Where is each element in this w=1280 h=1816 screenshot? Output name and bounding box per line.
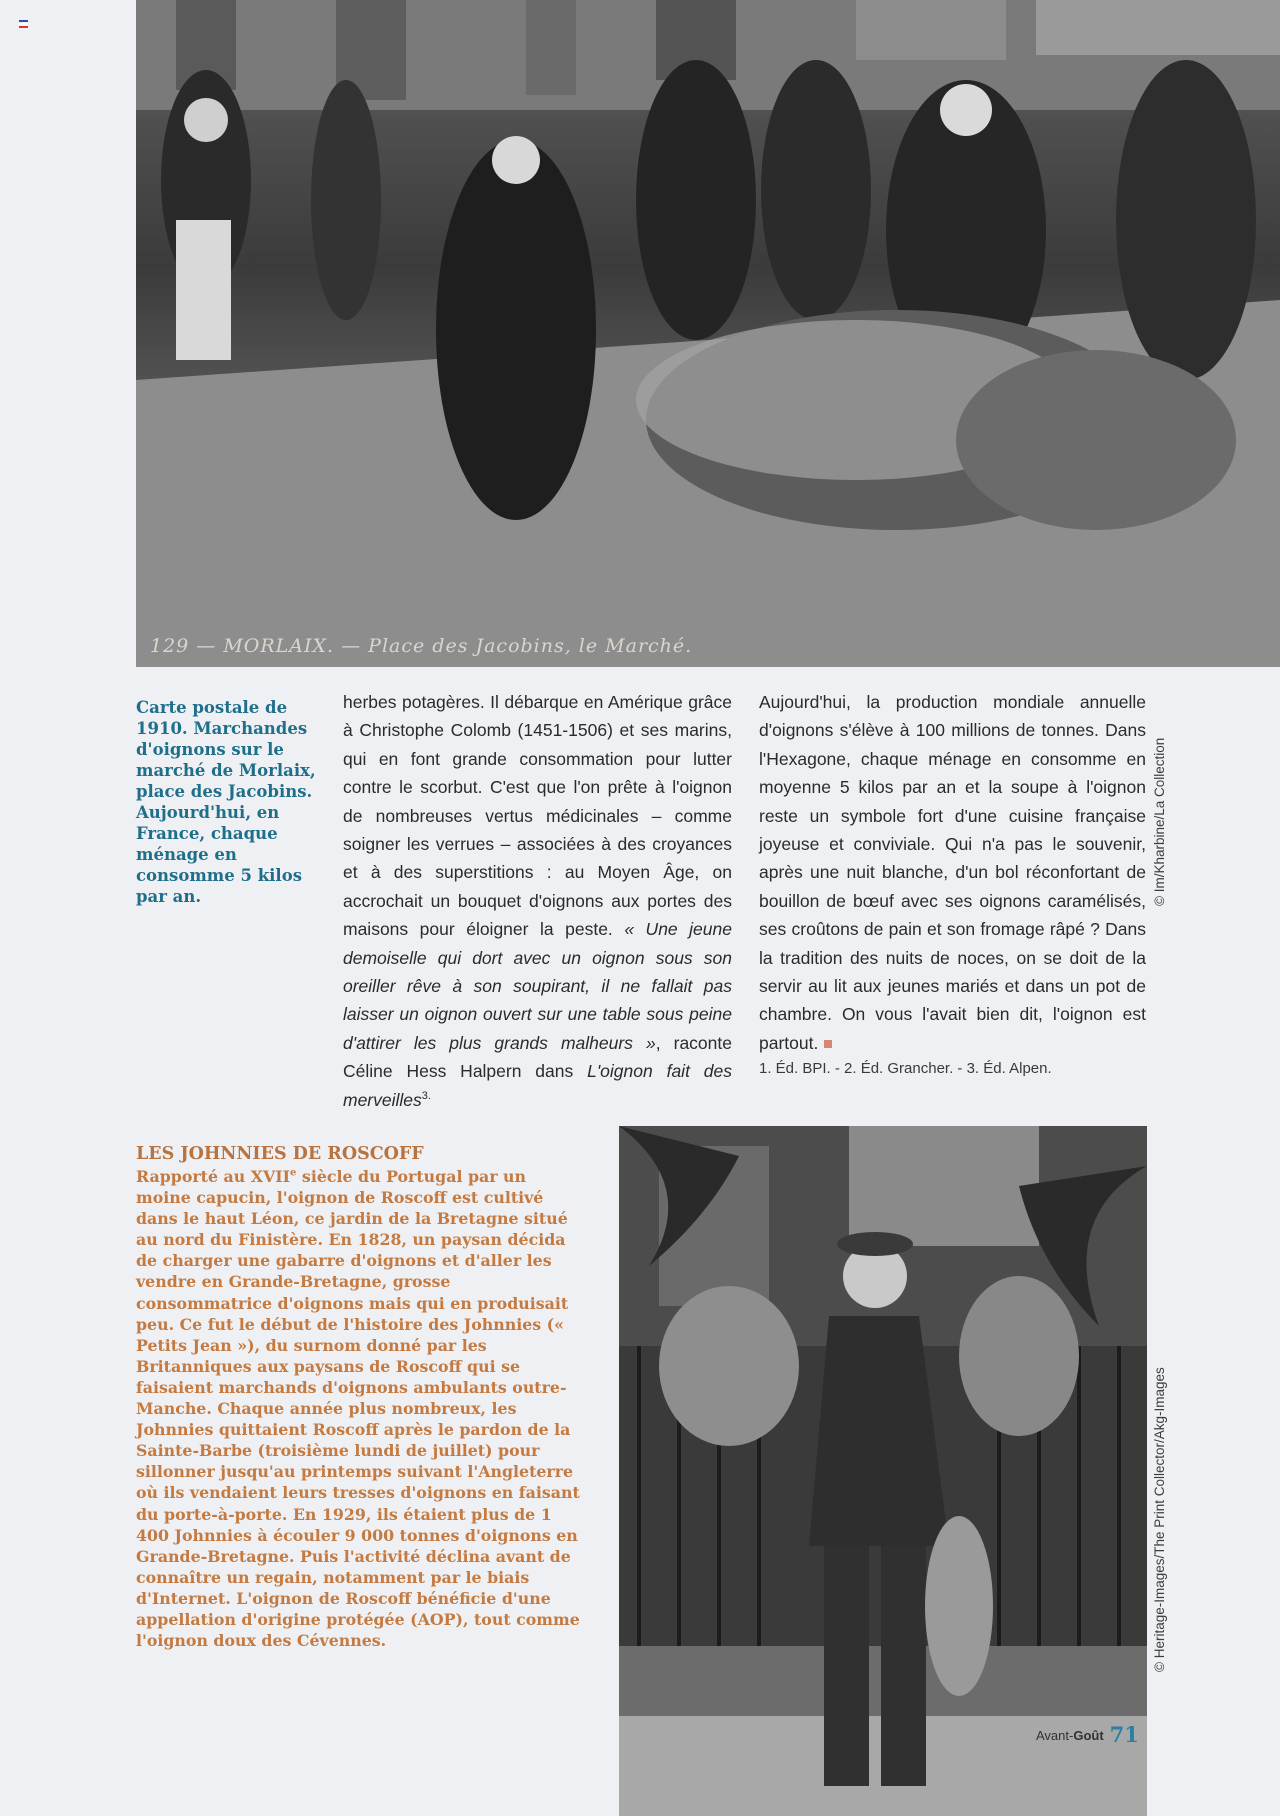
market-scene-illustration — [136, 0, 1280, 667]
column1-paragraph: herbes potagères. Il débarque en Amérique grâce à Christophe Colomb (1451-1506) et ses marins, qui en font grande consommation pour lutter contre le scorbut. C'est que l'on prête à l'oignon de nombreuses vertus médicinales – comme soigner les verrues – associées à des croyances et à des superstitions : au Moyen Âge, on accrochait un bouquet d'oignons aux portes des maisons pour éloigner la peste. — [343, 692, 732, 940]
page-number: 71 — [1109, 1722, 1139, 1747]
photo-credit-top: © Im/Kharbine/La Collection — [1152, 737, 1167, 906]
onion-seller-illustration — [619, 1126, 1147, 1816]
page-footer — [1036, 1722, 1139, 1747]
market-photo — [136, 0, 1280, 667]
sidebar-text-body: siècle du Portugal par un moine capucin, l'oignon de Roscoff est cultivé dans le haut Léon, ce jardin de la Bretagne situé au nord du Finistère. En 1828, un paysan décida de charger une gabarre d'oignons et d'aller les vendre en Grande-Bretagne, grosse consommatrice d'oignons mais qui en produisait peu. Ce fut le début de l'histoire des Johnnies (« Petits Jean »), du surnom donné par les Britanniques aux paysans de Roscoff qui se faisaient marchands d'oignons ambulants outre-Manche. Chaque année plus nombreux, les Johnnies quittaient Roscoff après le pardon de la Sainte-Barbe (troisième lundi de juillet) pour sillonner jusqu'au printemps suivant l'Angleterre où ils vendaient leurs tresses d'oignons en faisant du porte-à-porte. En 1929, ils étaient plus de 1 400 Johnnies à écouler 9 000 tonnes d'oignons en Grande-Bretagne. Puis l'activité déclina avant de connaître un regain, notamment par le biais d'Internet. L'oignon de Roscoff bénéficie d'une appellation d'origine protégée (AOP), tout comme l'oignon doux des Cévennes. — [136, 1167, 580, 1651]
sidebar-title: LES JOHNNIES DE ROSCOFF — [136, 1144, 424, 1164]
footnote-ref: 3. — [421, 1089, 431, 1102]
magazine-name-bold: Goût — [1073, 1728, 1104, 1743]
sidebar-text-start: Rapporté au XVII — [136, 1167, 291, 1186]
flag-icon — [19, 20, 28, 27]
sidebar-text — [136, 1166, 581, 1651]
johnny-photo — [619, 1126, 1147, 1816]
end-mark-icon — [824, 1040, 832, 1048]
photo-caption: Carte postale de 1910. Marchandes d'oignons sur le marché de Morlaix, place des Jacobins. Aujourd'hui, en France, chaque ménage en consomme 5 kilos par an. — [136, 698, 316, 906]
article-column-2 — [759, 688, 1146, 1081]
quote-attribution: , raconte Céline Hess Halpern dans — [343, 1032, 732, 1082]
article-column-1 — [343, 688, 732, 1114]
book-title: L'oignon fait des merveilles — [343, 1061, 732, 1110]
postcard-caption: 129 — MORLAIX. — Place des Jacobins, le Marché. — [150, 635, 693, 657]
magazine-name-prefix: Avant- — [1036, 1728, 1074, 1743]
quote: « Une jeune demoiselle qui dort avec un oignon sous son oreiller rêve à son soupirant, il ne fallait pas laisser un oignon ouvert sur une table sous peine d'attirer les plus grands malheurs » — [343, 919, 732, 1053]
sidebar-superscript: e — [290, 1167, 297, 1179]
column2-paragraph: Aujourd'hui, la production mondiale annuelle d'oignons s'élève à 100 millions de tonnes. Dans l'Hexagone, chaque ménage en consomme en moyenne 5 kilos par an et la soupe à l'oignon reste un symbole fort d'une cuisine française joyeuse et conviviale. Qui n'a pas le souvenir, après une nuit blanche, d'un bol réconfortant de bouillon de bœuf avec ses oignons caramélisés, ses croûtons de pain et son fromage râpé ? Dans la tradition des nuits de noces, on se doit de la servir au lit aux jeunes mariés et dans un pot de chambre. On vous l'avait bien dit, l'oignon est partout. — [759, 692, 1146, 1053]
footnotes: 1. Éd. BPI. - 2. Éd. Grancher. - 3. Éd. Alpen. — [759, 1060, 1052, 1078]
photo-credit-bottom: © Heritage-Images/The Print Collector/Akg-Images — [1152, 1367, 1167, 1672]
